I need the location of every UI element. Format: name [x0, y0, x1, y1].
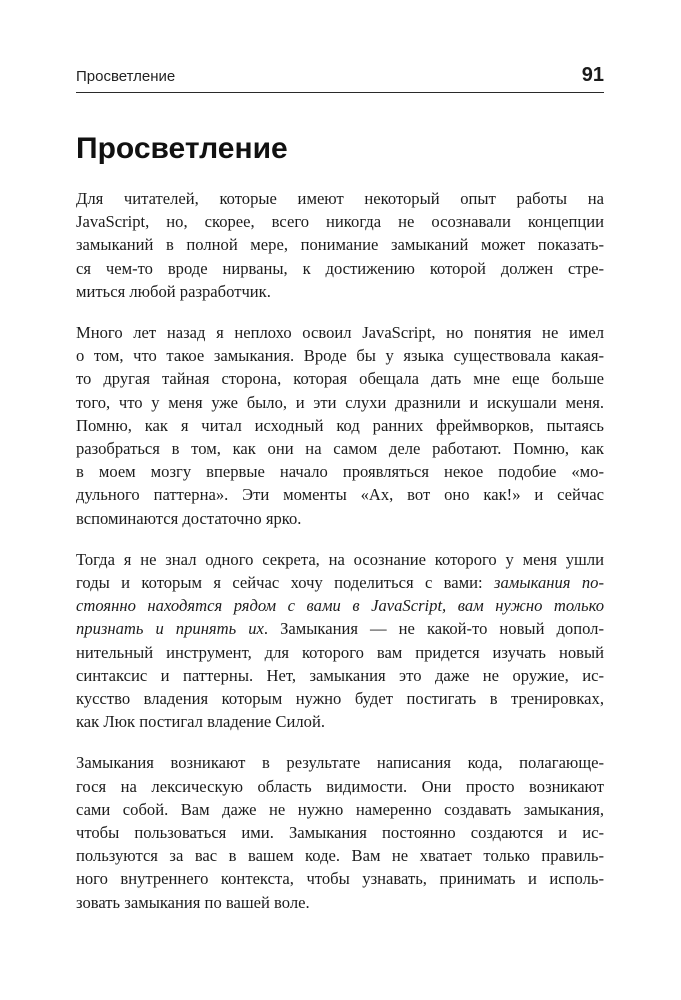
text-line-mixed	[76, 571, 604, 594]
text-line: замыканий в полной мере, понимание замыканий может показать-	[76, 235, 604, 255]
text-line: JavaScript, но, скорее, всего никогда не осознавали концепции	[76, 212, 604, 232]
text-line: Много лет назад я неплохо освоил JavaScript, но понятия не имел	[76, 323, 604, 343]
text-line: дульного паттерна». Эти моменты «Ах, вот оно как!» и сейчас	[76, 485, 604, 505]
text-line: Помню, как я читал исходный код ранних фреймворков, пытаясь	[76, 415, 604, 435]
text-line: синтаксис и паттерны. Нет, замыкания это даже не оружие, ис-	[76, 665, 604, 685]
text-line: Для читателей, которые имеют некоторый опыт работы на	[76, 189, 604, 208]
emphasis-fragment: признать и принять их	[76, 619, 264, 639]
text-line-mixed	[76, 617, 604, 640]
body-text	[76, 187, 604, 932]
text-line: то другая тайная сторона, которая обещала дать мне еще больше	[76, 369, 604, 389]
book-page	[76, 0, 604, 1000]
text-line: сами собой. Вам даже не нужно намеренно создавать замыкания,	[76, 799, 604, 819]
text-line: о том, что такое замыкания. Вроде бы у языка существовала какая-	[76, 346, 604, 366]
text-line: того, что у меня уже было, и эти слухи дразнили и искушали меня.	[76, 392, 604, 412]
text-line: как Люк постигал владение Силой.	[76, 712, 325, 732]
text-line: Замыкания возникают в результате написания кода, полагающе-	[76, 753, 604, 773]
emphasis-fragment: замыкания по-	[494, 573, 604, 593]
emphasis-fragment: стоянно находятся рядом с вами в JavaScript, вам нужно только	[76, 596, 604, 616]
text-line: кусство владения которым нужно будет постигать в тренировках,	[76, 689, 604, 709]
text-line: ного внутреннего контекста, чтобы узнавать, принимать и исполь-	[76, 869, 604, 889]
text-line: Тогда я не знал одного секрета, на осознание которого у меня ушли	[76, 549, 604, 569]
text-line: пользуются за вас в вашем коде. Вам не хватает только правиль-	[76, 846, 604, 866]
text-line: разобраться в том, как они на самом деле работают. Помню, как	[76, 439, 604, 459]
text-fragment: годы и которым я сейчас хочу поделиться с вами:	[76, 573, 495, 593]
text-line: миться любой разработчик.	[76, 281, 271, 301]
text-line: зовать замыкания по вашей воле.	[76, 892, 310, 912]
paragraph-2	[76, 321, 604, 530]
text-fragment: . Замыкания — не какой-то новый допол-	[263, 619, 604, 639]
text-line: в моем мозгу впервые начало проявляться некое подобие «мо-	[76, 462, 604, 482]
text-line: вспоминаются достаточно ярко.	[76, 508, 302, 528]
paragraph-1	[76, 187, 604, 303]
section-title: Просветление	[76, 132, 288, 165]
running-title: Просветление	[76, 68, 176, 85]
page-number: 91	[581, 64, 604, 86]
text-line: нительный инструмент, для которого вам придется изучать новый	[76, 642, 604, 662]
text-line-emphasis	[76, 594, 604, 617]
running-header	[76, 60, 604, 93]
text-line: гося на лексическую область видимости. Они просто возникают	[76, 776, 604, 796]
text-line: чтобы пользоваться ими. Замыкания постоянно создаются и ис-	[76, 823, 604, 843]
text-line: ся чем-то вроде нирваны, к достижению которой должен стре-	[76, 258, 604, 278]
paragraph-4	[76, 751, 604, 913]
paragraph-3	[76, 548, 604, 734]
